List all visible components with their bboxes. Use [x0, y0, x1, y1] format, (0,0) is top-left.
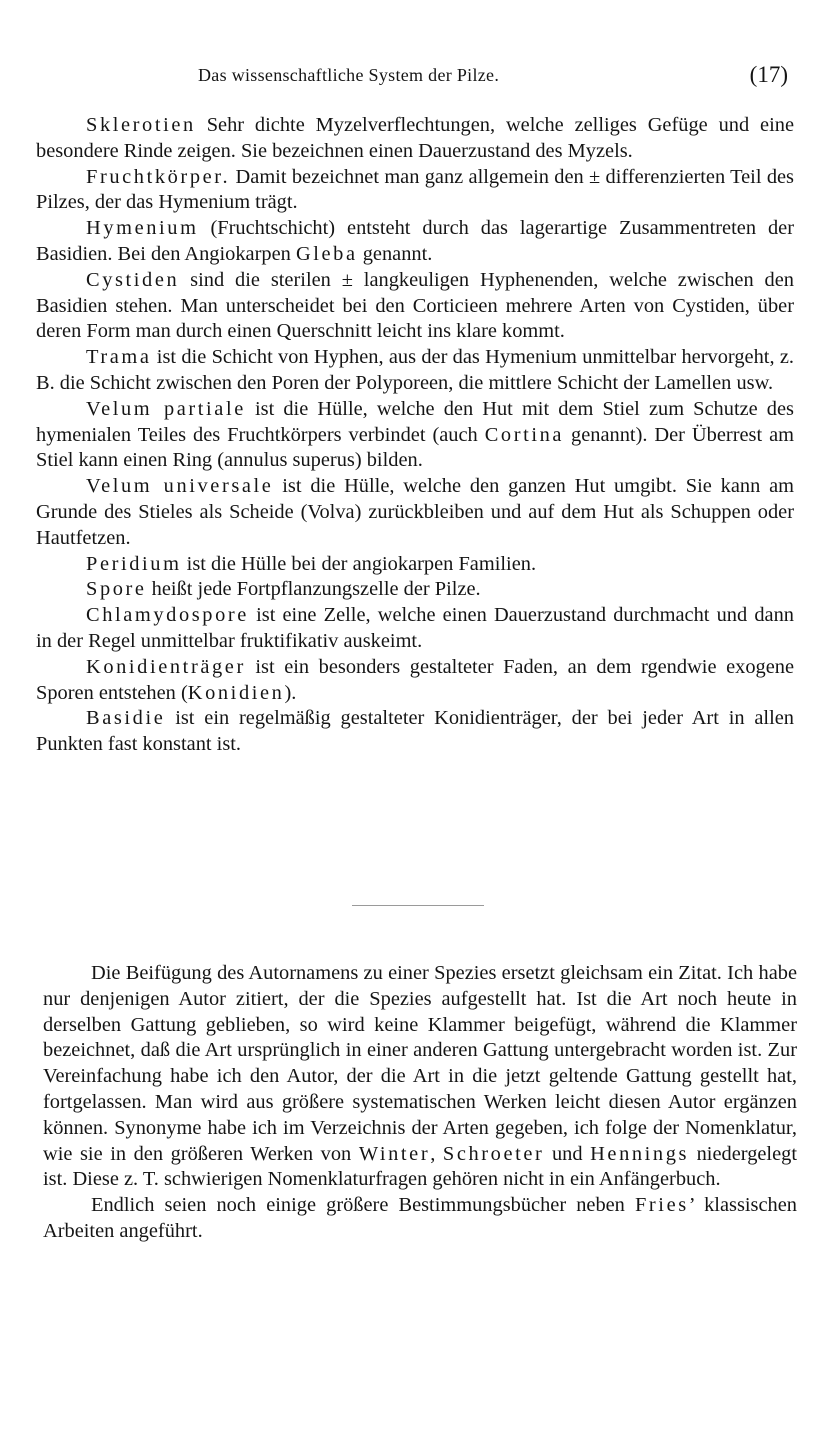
paragraph-text: Endlich seien noch einige größere Bestimmungsbücher neben [91, 1194, 635, 1217]
author-name-hennings: Hennings [590, 1142, 690, 1165]
running-title: Das wissenschaftliche System der Pilze. [198, 65, 500, 85]
glossary-definition: ist die Hülle, welche den ganzen Hut umgibt. Sie kann am Grunde des Stieles als Scheide (Volva) zurückbleiben und auf dem Hut als Schuppen oder Hautfetzen. [36, 475, 794, 549]
glossary-entry-hymenium [36, 216, 794, 268]
glossary-entry-cystiden [36, 268, 794, 345]
section-divider [352, 905, 484, 906]
glossary-definition: ist ein regelmäßig gestalteter Konidienträger, der bei jeder Art in allen Punkten fast konstant ist. [36, 707, 794, 756]
glossary-definition-end: genannt. [357, 242, 433, 265]
glossary-entry-peridium [36, 552, 794, 578]
glossary-term: Velum partiale [86, 397, 246, 420]
glossary-definition: ist die Hülle bei der angiokarpen Familien. [181, 552, 537, 575]
glossary-definition: (Fruchtschicht) entsteht durch das lagerartige Zusammentreten der Basidien. Bei den Angiokarpen [36, 217, 794, 265]
glossary-term: Hymenium [86, 217, 199, 240]
paragraph-reference-books [43, 1193, 797, 1245]
glossary-term-secondary: Gleba [295, 242, 358, 265]
glossary-term: Spore [86, 578, 147, 601]
glossary-term: Konidienträger [86, 655, 246, 678]
glossary-definition-end: ). [284, 681, 297, 704]
author-name-fries: Fries [634, 1194, 689, 1217]
glossary-term-secondary: Konidien [187, 681, 285, 704]
glossary-section [36, 113, 794, 758]
glossary-entry-trama [36, 345, 794, 397]
paragraph-text: und [544, 1142, 591, 1165]
glossary-definition: heißt jede Fortpflanzungszelle der Pilze. [146, 578, 481, 601]
glossary-term: Basidie [86, 707, 166, 730]
author-name-schroeter: Schroeter [442, 1142, 545, 1165]
glossary-term: Cystiden [86, 268, 180, 291]
paragraph-author-citation [43, 961, 797, 1193]
paragraph-text: ’ klassischen Arbeiten angeführt. [43, 1194, 797, 1242]
glossary-entry-basidie [36, 706, 794, 758]
glossary-definition: Sehr dichte Myzelverflechtungen, welche zelliges Gefüge und eine besondere Rinde zeigen. Sie bezeichnen einen Dauerzustand des Myzels. [36, 114, 794, 162]
glossary-definition: ist die Schicht von Hyphen, aus der das Hymenium unmittelbar hervorgeht, z. B. die Schicht zwischen den Poren der Polyporeen, die mittlere Schicht der Lamellen usw. [36, 346, 794, 394]
glossary-term: Velum universale [86, 475, 274, 498]
page-number: (17) [749, 62, 788, 87]
glossary-entry-fruchtkoerper [36, 165, 794, 217]
glossary-term-secondary: Cortina [484, 423, 565, 446]
paragraph-text: , [430, 1142, 443, 1165]
glossary-entry-spore [36, 577, 794, 603]
glossary-entry-sklerotien [36, 113, 794, 165]
glossary-term: Peridium [86, 552, 182, 575]
glossary-definition: sind die sterilen ± langkeuligen Hyphenenden, welche zwischen den Basidien stehen. Man unterscheidet bei den Corticieen mehrere Arten von Cystiden, über deren Form man durch einen Querschnitt leicht ins klare kommt. [36, 268, 794, 343]
glossary-definition: ist eine Zelle, welche einen Dauerzustand durchmacht und dann in der Regel unmittelbar fruktifikativ auskeimt. [36, 604, 794, 652]
glossary-term: Trama [86, 346, 152, 369]
glossary-definition-end: genannt). Der Überrest am Stiel kann einen Ring (annulus superus) bilden. [36, 423, 794, 472]
paragraph-text: Die Beifügung des Autornamens zu einer Spezies ersetzt gleichsam ein Zitat. Ich habe nur denjenigen Autor zitiert, der die Spezies aufgestellt hat. Ist die Art noch heute in derselben Gattung geblieben, so wird keine Klammer beigefügt, während die Klammer bezeichnet, daß die Art ursprünglich in einer anderen Gattung untergebracht worden ist. Zur Vereinfachung habe ich den Autor, der die Art in die jetzt geltende Gattung gestellt hat, fortgelassen. Man wird aus größere systematischen Werken leicht diesen Autor ergänzen können. Synonyme habe ich im Verzeichnis der Arten gegeben, ich folge der Nomenklatur, wie sie in den größeren Werken von [43, 962, 797, 1165]
page-header [36, 62, 792, 96]
glossary-definition: ist die Hülle, welche den Hut mit dem Stiel zum Schutze des hymenialen Teiles des Fruchtkörpers verbindet (auch [36, 397, 794, 446]
paragraph-text: niedergelegt ist. Diese z. T. schwierigen Nomenklaturfragen gehören nicht in ein Anfängerbuch. [43, 1142, 798, 1191]
glossary-entry-velum-universale [36, 474, 794, 551]
author-name-winter: Winter [358, 1142, 431, 1165]
glossary-entry-konidientraeger [36, 655, 794, 707]
glossary-term: Fruchtkörper. [86, 165, 231, 188]
glossary-entry-chlamydospore [36, 603, 794, 655]
glossary-term: Sklerotien [86, 114, 196, 136]
glossary-definition: Damit bezeichnet man ganz allgemein den ± differenzierten Teil des Pilzes, der das Hymenium trägt. [36, 165, 794, 214]
author-notes-section [43, 961, 797, 1245]
glossary-entry-velum-partiale [36, 397, 794, 474]
glossary-definition: ist ein besonders gestalteter Faden, an dem rgendwie exogene Sporen entstehen ( [36, 655, 794, 704]
glossary-term: Chlamydospore [86, 604, 249, 627]
